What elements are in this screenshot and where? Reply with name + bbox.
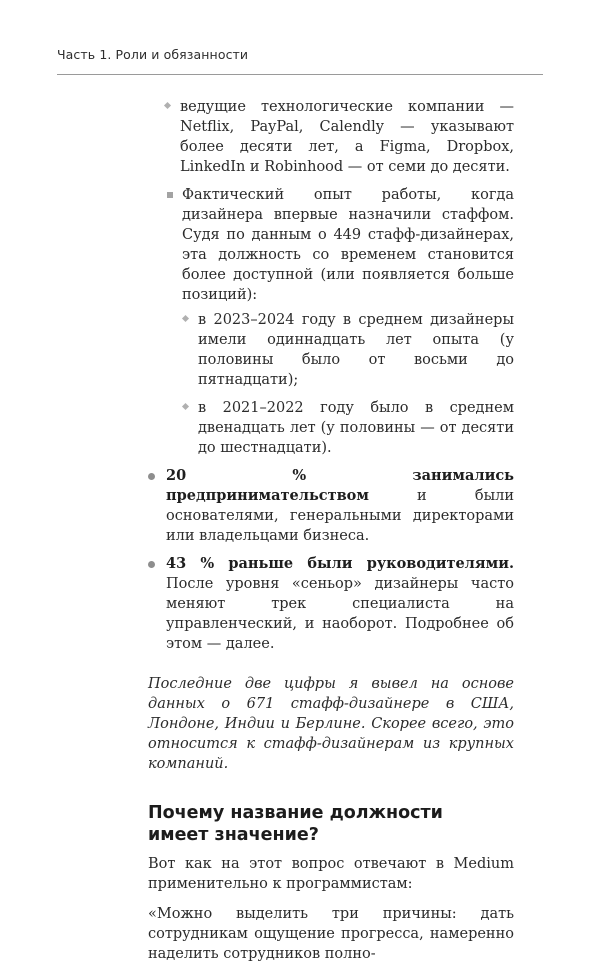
experience-sublist — [182, 310, 514, 458]
section-heading-line2: имеет значение? — [148, 825, 319, 845]
section-intro: Вот как на этот вопрос отвечают в Medium применительно к программистам: — [148, 856, 514, 892]
section-heading-line1: Почему название должности — [148, 803, 443, 823]
header-rule — [57, 74, 543, 75]
list-item-entrepreneurs — [148, 466, 514, 546]
entrepreneurs-rest: и были основателями, генеральными директорами или владельцами бизнеса. — [166, 488, 514, 544]
experience-text: Фактический опыт работы, когда дизайнера впервые назначили стаффом. Судя по данным о 449 стафф-дизайнерах, эта должность со временем становится более доступной (или появляется больше позиций): — [182, 187, 514, 303]
managers-rest: После уровня «сеньор» дизайнеры часто меняют трек специалиста на управленческий, и наоборот. Подробнее об этом — далее. — [166, 576, 514, 652]
source-note: Последние две цифры я вывел на основе данных о 671 стафф-дизайнере в США, Лондоне, Индии и Берлине. Скорее всего, это относится к стафф-дизайнерам из крупных компаний. — [148, 676, 514, 772]
list-item-2021: в 2021–2022 году было в среднем двенадцать лет (у половины — от десяти до шестнадцати). — [182, 398, 514, 458]
primary-list — [148, 466, 514, 654]
entrepreneurs-bold: 20 % занимались предпринимательством — [166, 467, 514, 504]
nested-list-top — [164, 97, 514, 177]
list-item-tech-companies: ведущие технологические компании — Netflix, PayPal, Calendly — указывают более десяти лет, а Figma, Dropbox, LinkedIn и Robinhood — от семи до десяти. — [164, 97, 514, 177]
page-body — [148, 97, 514, 974]
section-heading — [148, 802, 514, 846]
list-item-managers — [148, 554, 514, 654]
secondary-list — [166, 185, 514, 458]
section-quote: «Можно выделить три причины: дать сотрудникам ощущение прогресса, намеренно наделить сотрудников полно- — [148, 906, 514, 962]
managers-bold: 43 % раньше были руководителями. — [166, 555, 514, 572]
running-title: Часть 1. Роли и обязанности — [57, 47, 249, 62]
list-item-2023: в 2023–2024 году в среднем дизайнеры имели одиннадцать лет опыта (у половины было от восьми до пятнадцати); — [182, 310, 514, 390]
list-item-experience — [166, 185, 514, 458]
